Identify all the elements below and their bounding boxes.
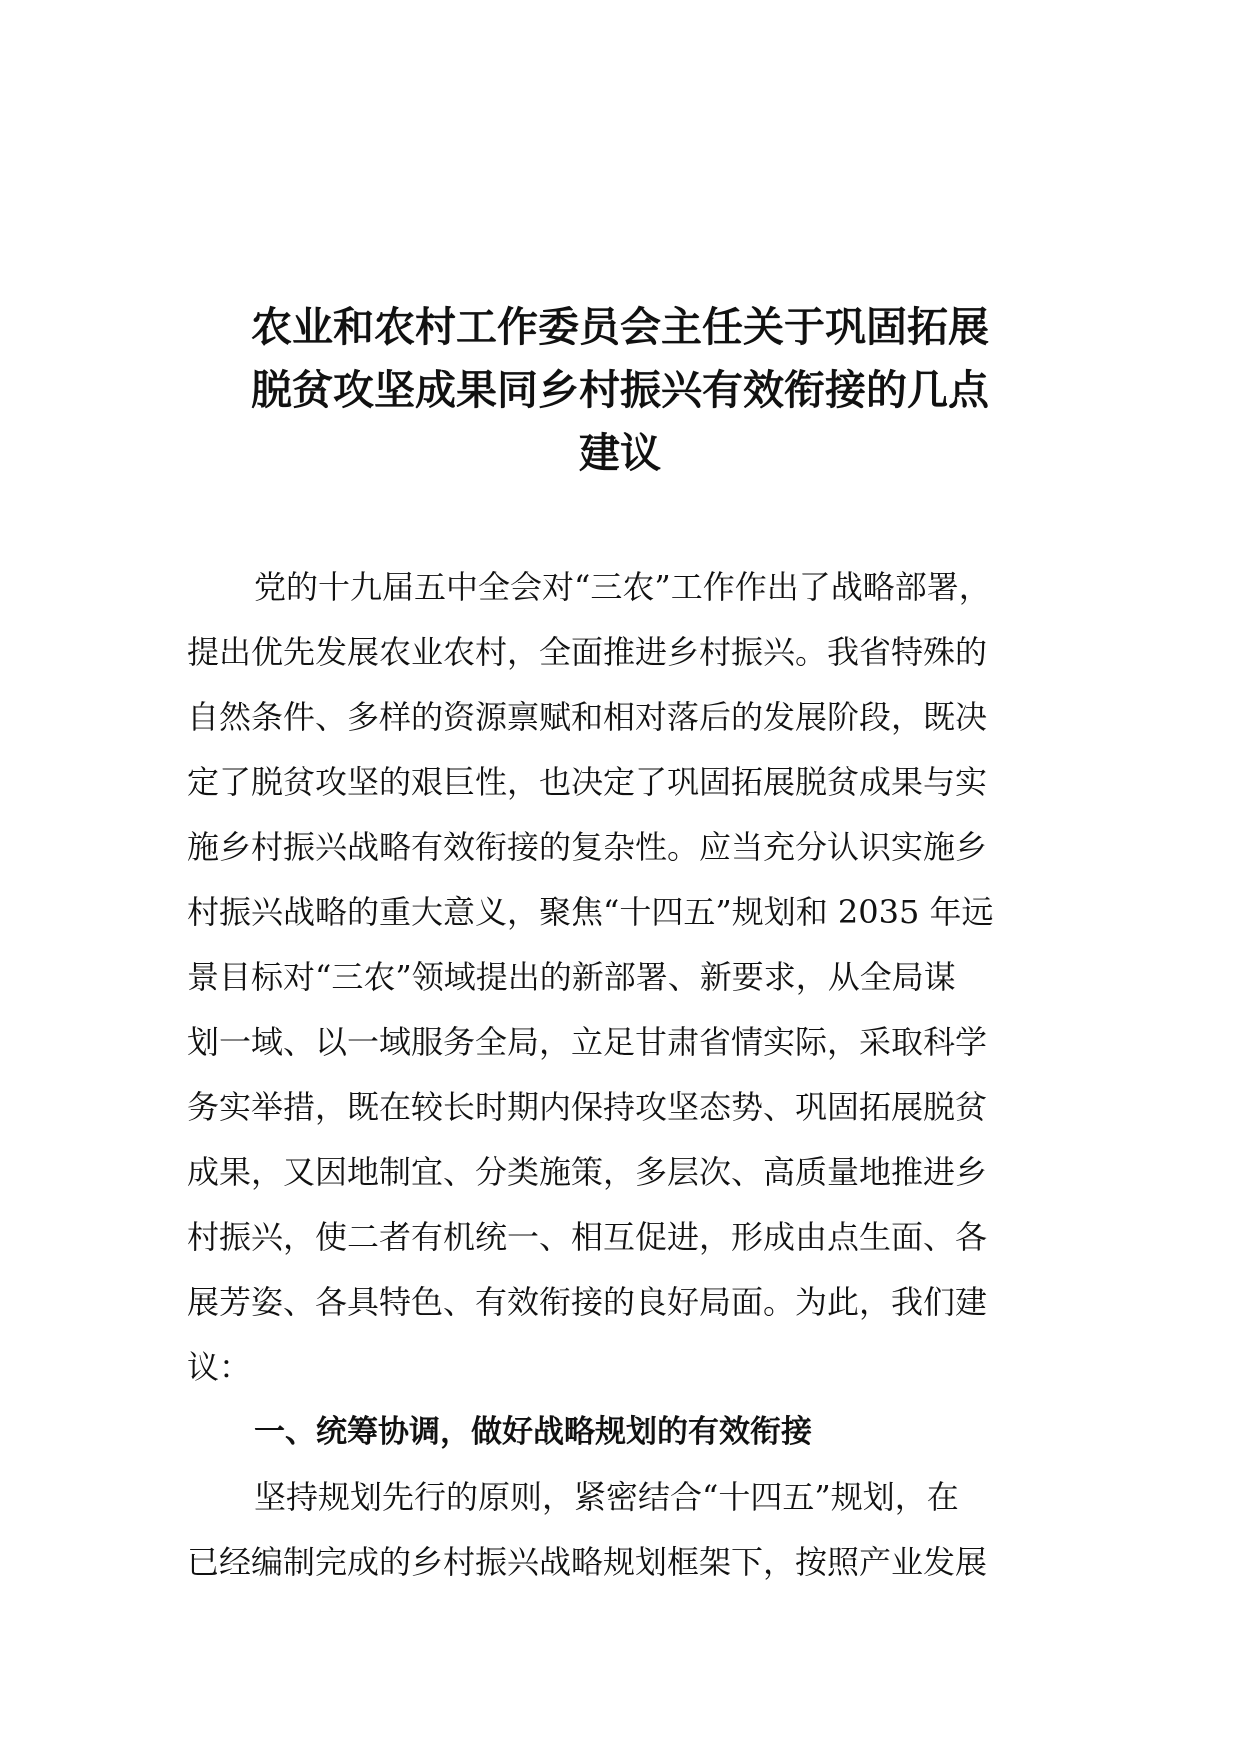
paragraph-line: 坚持规划先行的原则，紧密结合“十四五”规划，在 <box>254 1478 959 1516</box>
title-line: 农业和农村工作委员会主任关于巩固拓展 <box>251 303 989 351</box>
paragraph-line: 划一域、以一域服务全局，立足甘肃省情实际，采取科学 <box>187 1023 988 1061</box>
paragraph-line: 展芳姿、各具特色、有效衔接的良好局面。为此，我们建 <box>187 1283 988 1321</box>
document-title <box>150 296 1090 485</box>
paragraph-line: 定了脱贫攻坚的艰巨性，也决定了巩固拓展脱贫成果与实 <box>187 763 988 801</box>
paragraph-section1 <box>187 1465 1077 1595</box>
paragraph-line: 村振兴战略的重大意义，聚焦“十四五”规划和 2035 年远 <box>187 893 994 931</box>
paragraph-line: 提出优先发展农业农村，全面推进乡村振兴。我省特殊的 <box>187 633 988 671</box>
paragraph-line: 村振兴，使二者有机统一、相互促进，形成由点生面、各 <box>187 1218 988 1256</box>
paragraph-line: 议： <box>187 1348 252 1386</box>
paragraph-line: 景目标对“三农”领域提出的新部署、新要求，从全局谋 <box>187 958 956 996</box>
document-body <box>187 555 1077 1595</box>
paragraph-intro <box>187 555 1077 1400</box>
paragraph-line: 成果，又因地制宜、分类施策，多层次、高质量地推进乡 <box>187 1153 988 1191</box>
paragraph-line: 务实举措，既在较长时期内保持攻坚态势、巩固拓展脱贫 <box>187 1088 988 1126</box>
paragraph-line: 已经编制完成的乡村振兴战略规划框架下，按照产业发展 <box>187 1543 988 1581</box>
paragraph-line: 党的十九届五中全会对“三农”工作作出了战略部署， <box>254 568 991 606</box>
title-line: 脱贫攻坚成果同乡村振兴有效衔接的几点 <box>251 366 989 414</box>
paragraph-line: 自然条件、多样的资源禀赋和相对落后的发展阶段，既决 <box>187 698 988 736</box>
section-heading: 一、统筹协调，做好战略规划的有效衔接 <box>254 1414 812 1450</box>
paragraph-line: 施乡村振兴战略有效衔接的复杂性。应当充分认识实施乡 <box>187 828 988 866</box>
title-line: 建议 <box>579 429 661 477</box>
